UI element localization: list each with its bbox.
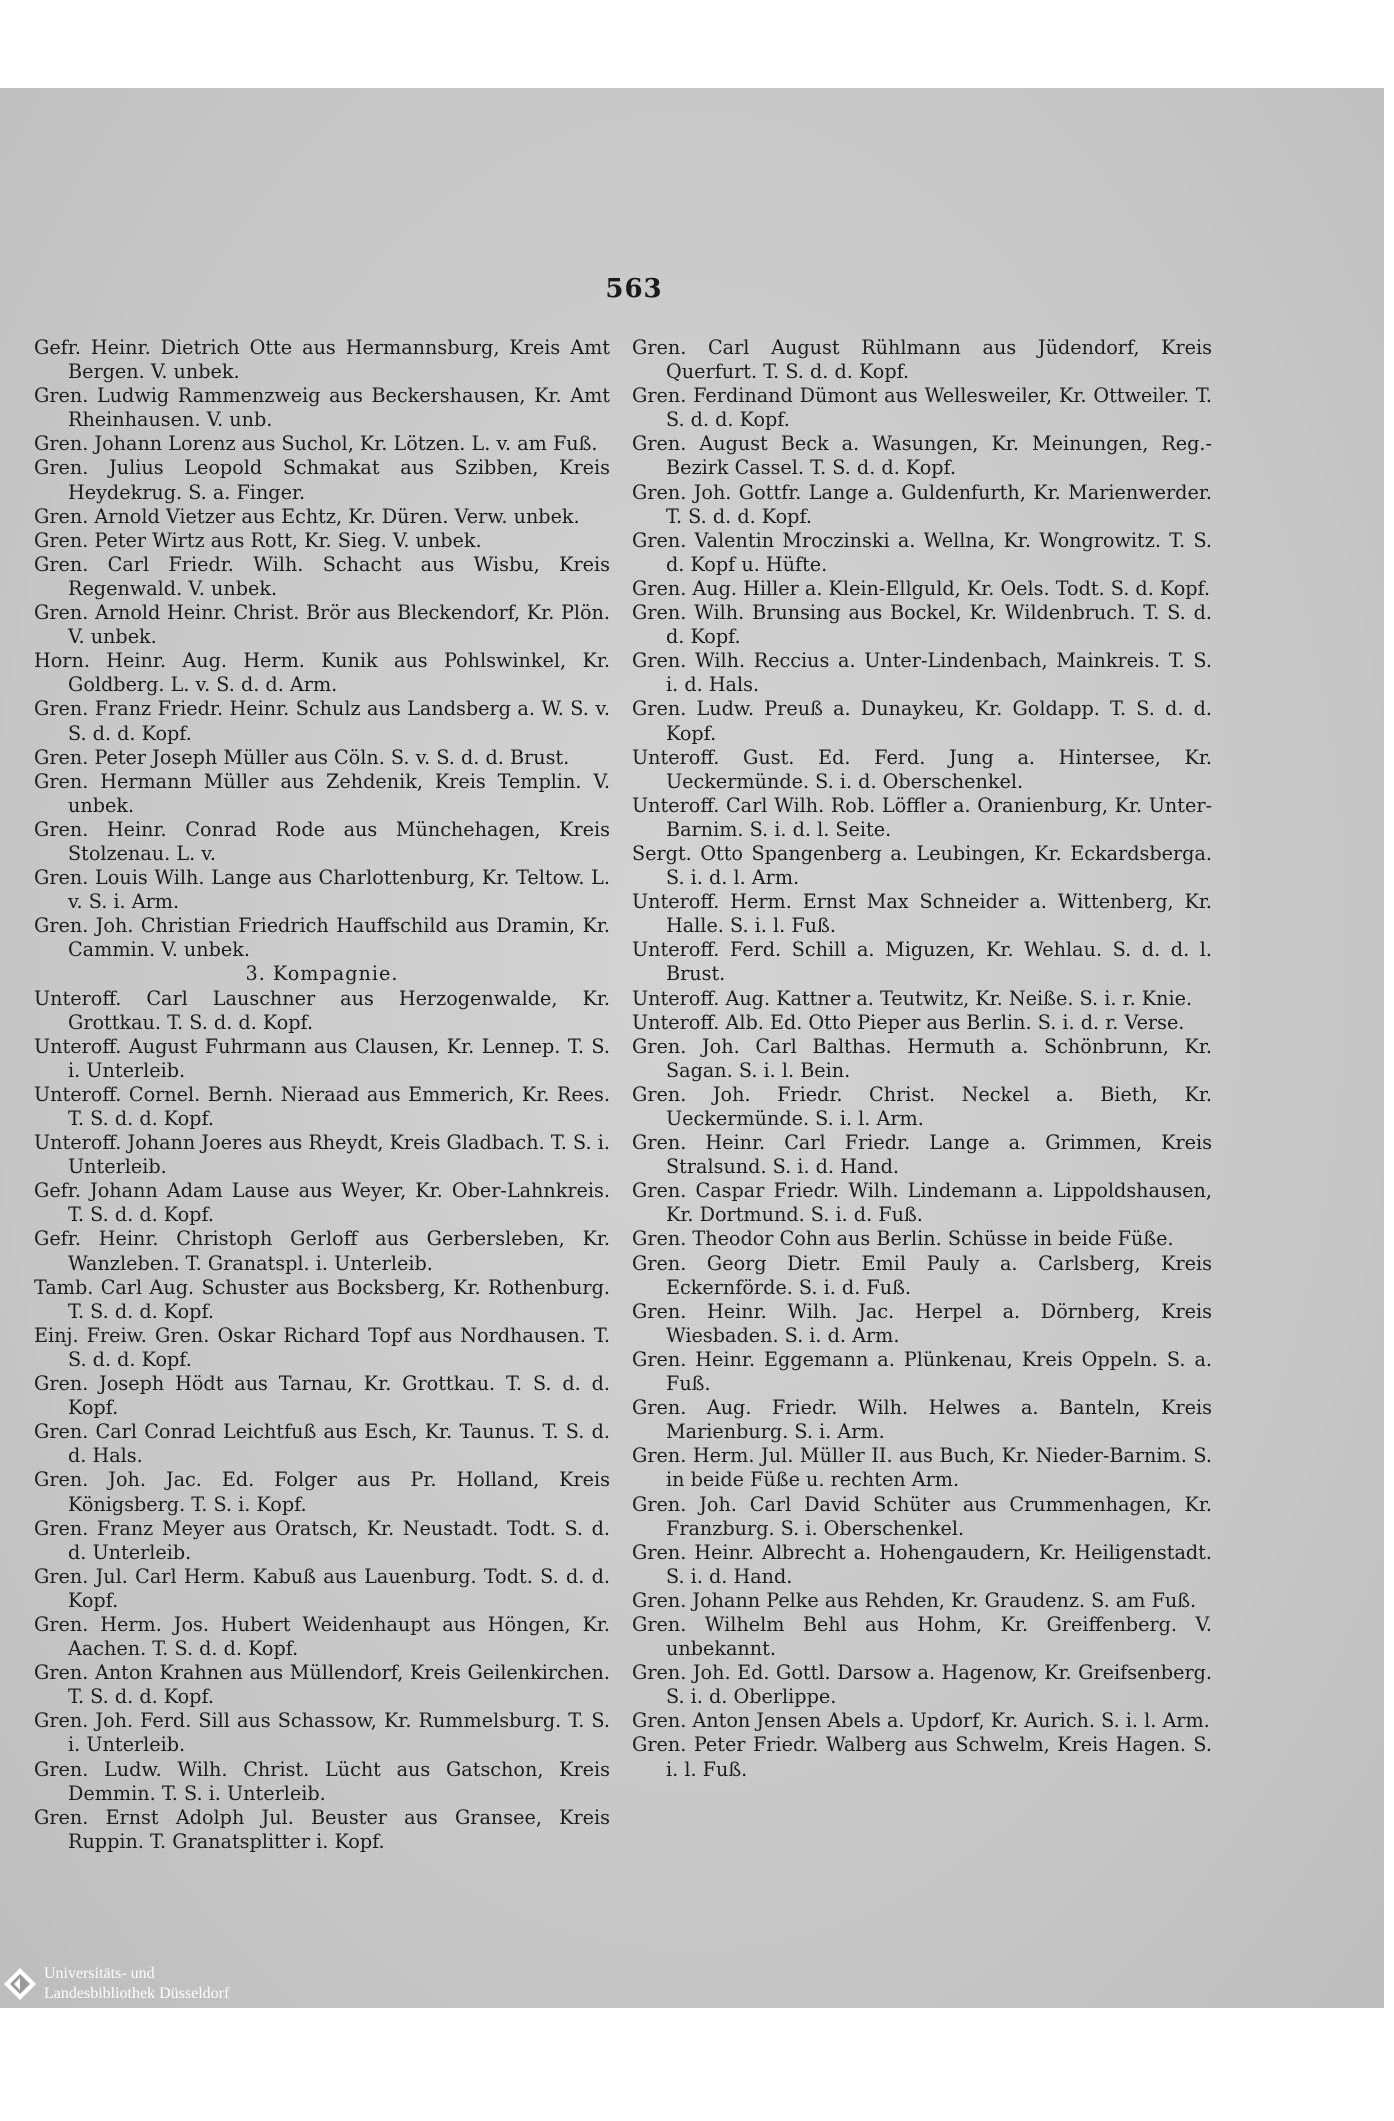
- casualty-entry: Gren. Arnold Heinr. Christ. Brör aus Bleckendorf, Kr. Plön. V. unbek.: [34, 601, 610, 649]
- casualty-entry: Gren. Caspar Friedr. Wilh. Lindemann a. Lippoldshausen, Kr. Dortmund. S. i. d. Fuß.: [632, 1179, 1212, 1227]
- casualty-entry: Gren. Wilh. Reccius a. Unter-Lindenbach, Mainkreis. T. S. i. d. Hals.: [632, 649, 1212, 697]
- casualty-entry: Gren. Carl August Rühlmann aus Jüdendorf, Kreis Querfurt. T. S. d. d. Kopf.: [632, 336, 1212, 384]
- casualty-entry: Horn. Heinr. Aug. Herm. Kunik aus Pohlswinkel, Kr. Goldberg. L. v. S. d. d. Arm.: [34, 649, 610, 697]
- library-name: [44, 1964, 229, 2004]
- casualty-entry: Unteroff. Ferd. Schill a. Miguzen, Kr. Wehlau. S. d. d. l. Brust.: [632, 938, 1212, 986]
- casualty-entry: Gren. Joh. Jac. Ed. Folger aus Pr. Holland, Kreis Königsberg. T. S. i. Kopf.: [34, 1468, 610, 1516]
- casualty-entry: Gren. Johann Lorenz aus Suchol, Kr. Lötzen. L. v. am Fuß.: [34, 432, 598, 456]
- casualty-entry: Gren. Ludw. Preuß a. Dunaykeu, Kr. Goldapp. T. S. d. d. Kopf.: [632, 697, 1212, 745]
- casualty-entry: Gren. Herm. Jul. Müller II. aus Buch, Kr. Nieder-Barnim. S. in beide Füße u. rechten Arm.: [632, 1444, 1212, 1492]
- casualty-entry: Tamb. Carl Aug. Schuster aus Bocksberg, Kr. Rothenburg. T. S. d. d. Kopf.: [34, 1275, 610, 1323]
- section-heading: 3. Kompagnie.: [245, 962, 399, 986]
- casualty-entry: Gren. Julius Leopold Schmakat aus Szibben, Kreis Heydekrug. S. a. Finger.: [34, 456, 610, 504]
- casualty-entry: Gren. Joh. Gottfr. Lange a. Guldenfurth, Kr. Marienwerder. T. S. d. d. Kopf.: [632, 480, 1212, 528]
- casualty-entry: Gren. Carl Friedr. Wilh. Schacht aus Wisbu, Kreis Regenwald. V. unbek.: [34, 552, 610, 600]
- casualty-entry: Gren. Heinr. Albrecht a. Hohengaudern, Kr. Heiligenstadt. S. i. d. Hand.: [632, 1540, 1212, 1588]
- casualty-entry: Gren. Joh. Ed. Gottl. Darsow a. Hagenow, Kr. Greifsenberg. S. i. d. Oberlippe.: [632, 1661, 1212, 1709]
- casualty-entry: Gren. Georg Dietr. Emil Pauly a. Carlsberg, Kreis Eckernförde. S. i. d. Fuß.: [632, 1251, 1212, 1299]
- casualty-entry: Gren. Joh. Friedr. Christ. Neckel a. Bieth, Kr. Ueckermünde. S. i. l. Arm.: [632, 1082, 1212, 1130]
- page-number: 563: [605, 274, 663, 304]
- casualty-entry: Gren. Hermann Müller aus Zehdenik, Kreis Templin. V. unbek.: [34, 769, 610, 817]
- library-name-line2: Landesbibliothek Düsseldorf: [44, 1985, 230, 2002]
- casualty-entry: Gefr. Heinr. Dietrich Otte aus Hermannsburg, Kreis Amt Bergen. V. unbek.: [34, 336, 610, 384]
- casualty-entry: Gefr. Johann Adam Lause aus Weyer, Kr. Ober-Lahnkreis. T. S. d. d. Kopf.: [34, 1179, 610, 1227]
- casualty-entry: Gren. Heinr. Wilh. Jac. Herpel a. Dörnberg, Kreis Wiesbaden. S. i. d. Arm.: [632, 1299, 1212, 1347]
- casualty-entry: Sergt. Otto Spangenberg a. Leubingen, Kr. Eckardsberga. S. i. d. l. Arm.: [632, 841, 1212, 890]
- casualty-entry: Gren. Theodor Cohn aus Berlin. Schüsse in beide Füße.: [632, 1227, 1174, 1251]
- casualty-entry: Unteroff. Gust. Ed. Ferd. Jung a. Hintersee, Kr. Ueckermünde. S. i. d. Oberschenkel.: [632, 745, 1212, 793]
- casualty-entry: Gren. Herm. Jos. Hubert Weidenhaupt aus Höngen, Kr. Aachen. T. S. d. d. Kopf.: [34, 1612, 610, 1661]
- casualty-entry: Gren. Aug. Hiller a. Klein-Ellguld, Kr. Oels. Todt. S. d. Kopf.: [632, 576, 1211, 600]
- casualty-entry: Gren. Arnold Vietzer aus Echtz, Kr. Düren. Verw. unbek.: [34, 504, 580, 528]
- casualty-entry: Gren. Heinr. Carl Friedr. Lange a. Grimmen, Kreis Stralsund. S. i. d. Hand.: [632, 1131, 1212, 1179]
- casualty-entry: Gren. Peter Wirtz aus Rott, Kr. Sieg. V. unbek.: [34, 528, 482, 552]
- casualty-entry: Gren. Joseph Hödt aus Tarnau, Kr. Grottkau. T. S. d. d. Kopf.: [34, 1372, 610, 1420]
- casualty-entry: Gren. Wilhelm Behl aus Hohm, Kr. Greiffenberg. V. unbekannt.: [632, 1612, 1212, 1661]
- casualty-entry: Gren. Johann Pelke aus Rehden, Kr. Graudenz. S. am Fuß.: [632, 1588, 1197, 1612]
- casualty-entry: Gren. Anton Jensen Abels a. Updorf, Kr. Aurich. S. i. l. Arm.: [632, 1709, 1210, 1733]
- casualty-entry: Gren. Heinr. Conrad Rode aus Münchehagen, Kreis Stolzenau. L. v.: [34, 817, 610, 865]
- casualty-entry: Gren. Aug. Friedr. Wilh. Helwes a. Banteln, Kreis Marienburg. S. i. Arm.: [632, 1396, 1212, 1444]
- left-column: [34, 336, 610, 1854]
- casualty-entry: Unteroff. Herm. Ernst Max Schneider a. Wittenberg, Kr. Halle. S. i. l. Fuß.: [632, 890, 1212, 938]
- casualty-entry: Gren. Ludwig Rammenzweig aus Beckershausen, Kr. Amt Rheinhausen. V. unb.: [34, 384, 610, 432]
- casualty-entry: Unteroff. Cornel. Bernh. Nieraad aus Emmerich, Kr. Rees. T. S. d. d. Kopf.: [34, 1082, 610, 1130]
- casualty-entry: Gren. Franz Meyer aus Oratsch, Kr. Neustadt. Todt. S. d. d. Unterleib.: [34, 1516, 610, 1564]
- casualty-entry: Gren. Carl Conrad Leichtfuß aus Esch, Kr. Taunus. T. S. d. d. Hals.: [34, 1420, 610, 1468]
- casualty-entry: Gren. Ernst Adolph Jul. Beuster aus Gransee, Kreis Ruppin. T. Granatsplitter i. Kopf.: [34, 1805, 610, 1853]
- casualty-entry: Gren. Ferdinand Dümont aus Wellesweiler, Kr. Ottweiler. T. S. d. d. Kopf.: [632, 384, 1212, 432]
- right-column: [632, 336, 1212, 1782]
- casualty-entry: Gren. Joh. Carl David Schüter aus Crummenhagen, Kr. Franzburg. S. i. Oberschenkel.: [632, 1492, 1212, 1540]
- casualty-entry: Unteroff. Carl Lauschner aus Herzogenwalde, Kr. Grottkau. T. S. d. d. Kopf.: [34, 986, 610, 1034]
- casualty-entry: Gren. Anton Krahnen aus Müllendorf, Kreis Geilenkirchen. T. S. d. d. Kopf.: [34, 1661, 610, 1709]
- scanned-page: [0, 88, 1384, 2008]
- casualty-entry: Unteroff. Carl Wilh. Rob. Löffler a. Oranienburg, Kr. Unter-Barnim. S. i. d. l. Seite.: [632, 793, 1212, 841]
- casualty-entry: Gren. Peter Joseph Müller aus Cöln. S. v. S. d. d. Brust.: [34, 745, 570, 769]
- casualty-entry: Unteroff. Johann Joeres aus Rheydt, Kreis Gladbach. T. S. i. Unterleib.: [34, 1131, 610, 1179]
- casualty-entry: Gren. Jul. Carl Herm. Kabuß aus Lauenburg. Todt. S. d. d. Kopf.: [34, 1564, 610, 1612]
- library-logo-icon: [2, 1966, 38, 2002]
- casualty-entry: Gren. Peter Friedr. Walberg aus Schwelm, Kreis Hagen. S. i. l. Fuß.: [632, 1733, 1212, 1781]
- casualty-entry: Gefr. Heinr. Christoph Gerloff aus Gerbersleben, Kr. Wanzleben. T. Granatspl. i. Unterleib.: [34, 1227, 610, 1275]
- casualty-entry: Gren. Valentin Mroczinski a. Wellna, Kr. Wongrowitz. T. S. d. Kopf u. Hüfte.: [632, 528, 1212, 576]
- casualty-entry: Gren. Franz Friedr. Heinr. Schulz aus Landsberg a. W. S. v. S. d. d. Kopf.: [34, 697, 610, 745]
- casualty-entry: Gren. Wilh. Brunsing aus Bockel, Kr. Wildenbruch. T. S. d. d. Kopf.: [632, 601, 1212, 649]
- casualty-entry: Gren. Joh. Ferd. Sill aus Schassow, Kr. Rummelsburg. T. S. i. Unterleib.: [34, 1709, 610, 1757]
- casualty-entry: Gren. Ludw. Wilh. Christ. Lücht aus Gatschon, Kreis Demmin. T. S. i. Unterleib.: [34, 1757, 610, 1805]
- casualty-entry: Gren. Louis Wilh. Lange aus Charlottenburg, Kr. Teltow. L. v. S. i. Arm.: [34, 866, 610, 914]
- casualty-entry: Unteroff. Alb. Ed. Otto Pieper aus Berlin. S. i. d. r. Verse.: [632, 1010, 1185, 1034]
- casualty-entry: Gren. Joh. Carl Balthas. Hermuth a. Schönbrunn, Kr. Sagan. S. i. l. Bein.: [632, 1034, 1212, 1082]
- casualty-entry: Gren. August Beck a. Wasungen, Kr. Meinungen, Reg.-Bezirk Cassel. T. S. d. d. Kopf.: [632, 432, 1212, 480]
- library-footer: [0, 1962, 300, 2008]
- casualty-entry: Gren. Joh. Christian Friedrich Hauffschild aus Dramin, Kr. Cammin. V. unbek.: [34, 914, 610, 962]
- library-name-line1: Universitäts- und: [44, 1965, 155, 1982]
- casualty-entry: Gren. Heinr. Eggemann a. Plünkenau, Kreis Oppeln. S. a. Fuß.: [632, 1347, 1212, 1396]
- casualty-entry: Unteroff. Aug. Kattner a. Teutwitz, Kr. Neiße. S. i. r. Knie.: [632, 986, 1193, 1010]
- casualty-entry: Einj. Freiw. Gren. Oskar Richard Topf aus Nordhausen. T. S. d. d. Kopf.: [34, 1323, 610, 1371]
- casualty-entry: Unteroff. August Fuhrmann aus Clausen, Kr. Lennep. T. S. i. Unterleib.: [34, 1034, 610, 1082]
